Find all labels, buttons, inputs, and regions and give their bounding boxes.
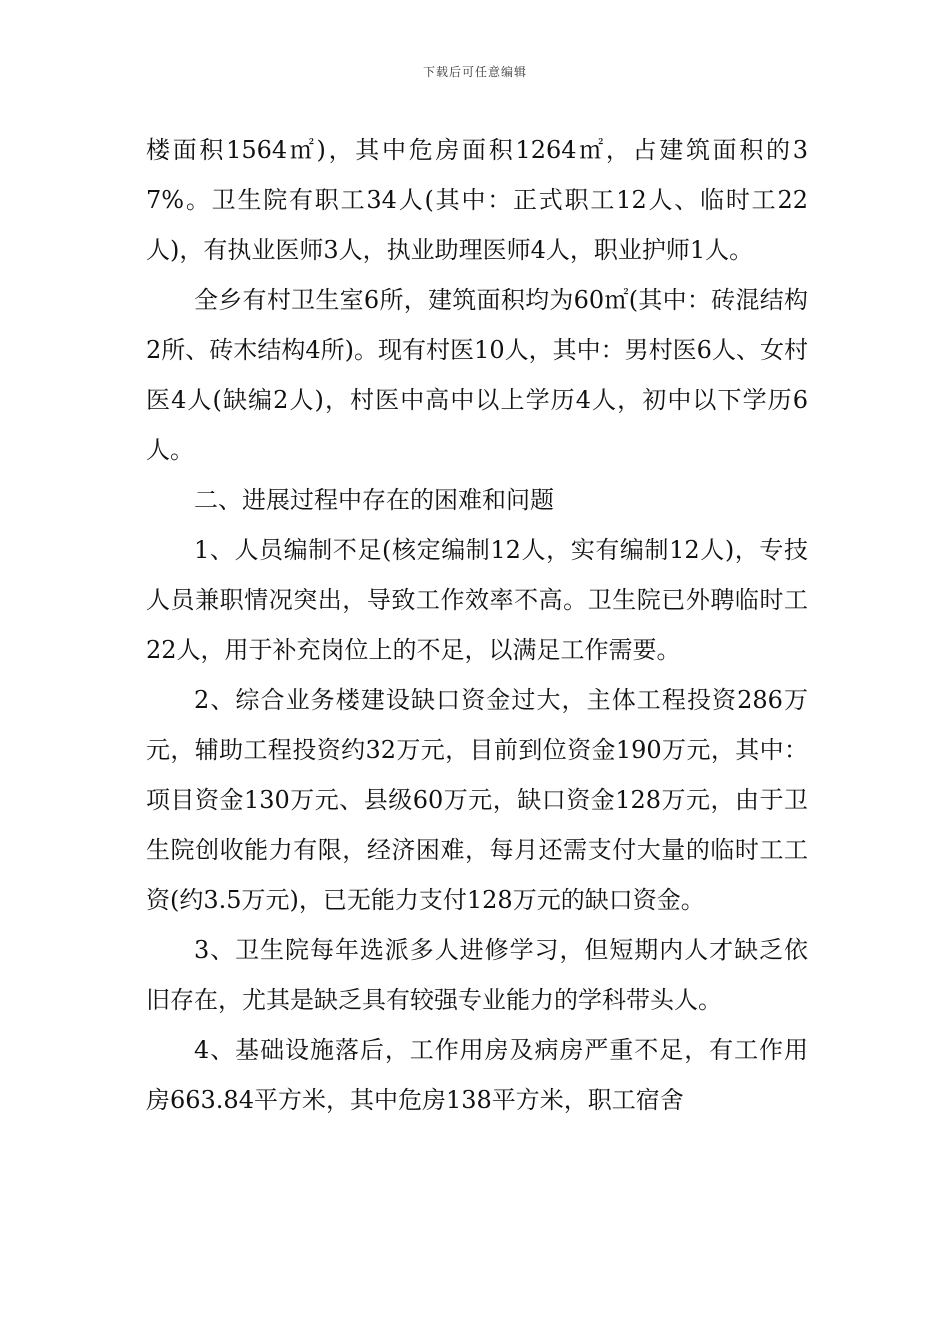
section-heading-difficulties: 二、进展过程中存在的困难和问题	[194, 486, 554, 514]
paragraph-village-clinics: 全乡有村卫生室6所，建筑面积均为60㎡(其中：砖混结构2所、砖木结构4所)。现有村医10人，其中：男村医6人、女村医4人(缺编2人)，村医中高中以上学历4人，初中以下学历6人。	[146, 286, 808, 464]
paragraph-building-and-staff: 楼面积1564㎡)，其中危房面积1264㎡，占建筑面积的37%。卫生院有职工34人(其中：正式职工12人、临时工22人)，有执业医师3人，执业助理医师4人，职业护师1人。	[146, 136, 808, 264]
document-body	[146, 125, 808, 1125]
paragraph-item-1-staffing: 1、人员编制不足(核定编制12人，实有编制12人)，专技人员兼职情况突出，导致工作效率不高。卫生院已外聘临时工22人，用于补充岗位上的不足，以满足工作需要。	[146, 536, 808, 664]
page-header: 下载后可任意编辑	[422, 65, 527, 79]
paragraph-item-3-talent: 3、卫生院每年选派多人进修学习，但短期内人才缺乏依旧存在，尤其是缺乏具有较强专业能力的学科带头人。	[146, 936, 808, 1014]
paragraph-item-4-facilities: 4、基础设施落后，工作用房及病房严重不足，有工作用房663.84平方米，其中危房138平方米，职工宿舍	[146, 1036, 808, 1114]
paragraph-item-2-funding: 2、综合业务楼建设缺口资金过大，主体工程投资286万元，辅助工程投资约32万元，目前到位资金190万元，其中：项目资金130万元、县级60万元，缺口资金128万元，由于卫生院创收能力有限，经济困难，每月还需支付大量的临时工工资(约3.5万元)，已无能力支付128万元的缺口资金。	[146, 686, 808, 914]
